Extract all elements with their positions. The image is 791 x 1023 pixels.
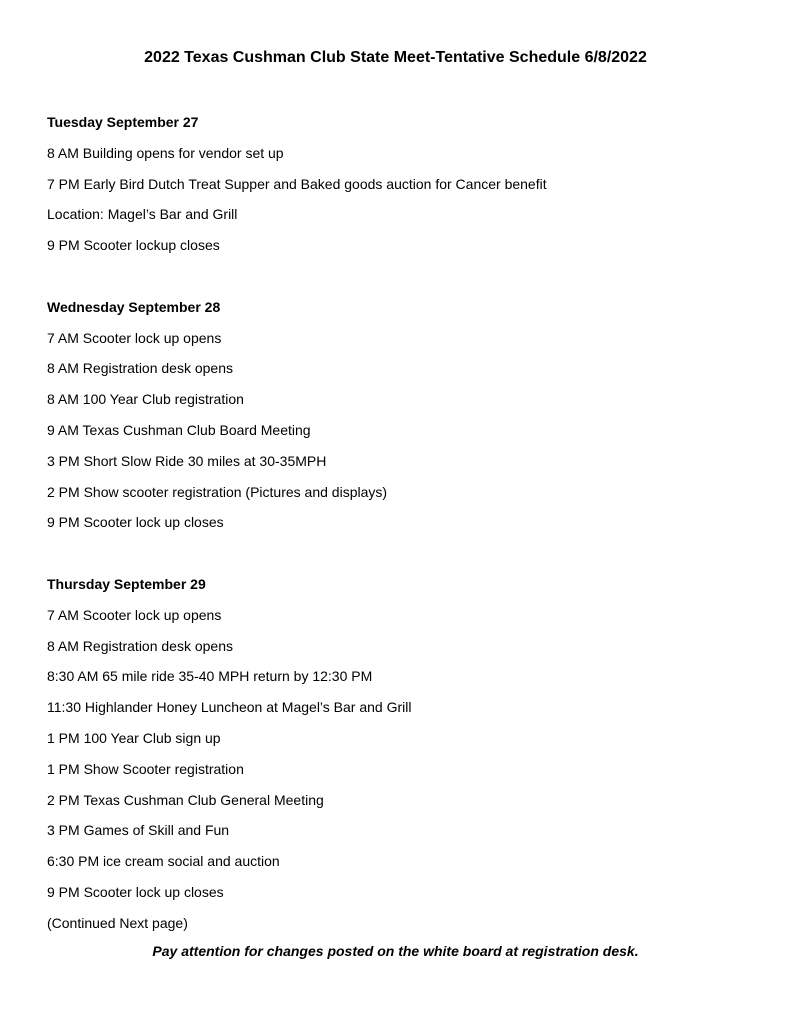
schedule-item: 9 PM Scooter lock up closes (47, 514, 224, 531)
footer-note: Pay attention for changes posted on the white board at registration desk. (152, 943, 639, 959)
continued-note: (Continued Next page) (47, 914, 188, 931)
day-section-wednesday (47, 297, 767, 533)
page-title: 2022 Texas Cushman Club State Meet-Tentative Schedule 6/8/2022 (144, 49, 647, 66)
schedule-item: 3 PM Games of Skill and Fun (47, 822, 230, 839)
section-gap (47, 543, 767, 574)
schedule-item: 8 AM Registration desk opens (47, 637, 233, 654)
schedule-item: 1 PM Show Scooter registration (47, 760, 244, 777)
day-heading: Wednesday September 28 (47, 298, 221, 315)
schedule-item: 9 PM Scooter lock up closes (47, 883, 224, 900)
schedule-item: 2 PM Texas Cushman Club General Meeting (47, 791, 324, 808)
schedule (47, 112, 767, 944)
day-heading: Tuesday September 27 (47, 114, 199, 130)
schedule-item: 8 AM 100 Year Club registration (47, 391, 244, 408)
section-gap (47, 266, 767, 297)
schedule-item: 8 AM Registration desk opens (47, 360, 233, 377)
schedule-item: 8:30 AM 65 mile ride 35-40 MPH return by 12:30 PM (47, 668, 373, 685)
schedule-item: Location: Magel’s Bar and Grill (47, 206, 238, 223)
schedule-item: 1 PM 100 Year Club sign up (47, 729, 221, 746)
day-section-thursday (47, 574, 767, 933)
day-heading: Thursday September 29 (47, 575, 206, 592)
schedule-item: 7 AM Scooter lock up opens (47, 329, 222, 346)
schedule-item: 7 PM Early Bird Dutch Treat Supper and Baked goods auction for Cancer benefit (47, 175, 547, 192)
schedule-item: 6:30 PM ice cream social and auction (47, 853, 280, 870)
schedule-item: 2 PM Show scooter registration (Pictures and displays) (47, 483, 388, 500)
day-section-tuesday (47, 112, 767, 255)
schedule-item: 7 AM Scooter lock up opens (47, 606, 222, 623)
schedule-item: 9 PM Scooter lockup closes (47, 237, 220, 254)
schedule-item: 3 PM Short Slow Ride 30 miles at 30-35MPH (47, 452, 327, 469)
schedule-item: 11:30 Highlander Honey Luncheon at Magel’s Bar and Grill (47, 699, 412, 716)
schedule-item: 9 AM Texas Cushman Club Board Meeting (47, 421, 311, 438)
schedule-item: 8 AM Building opens for vendor set up (47, 144, 284, 161)
